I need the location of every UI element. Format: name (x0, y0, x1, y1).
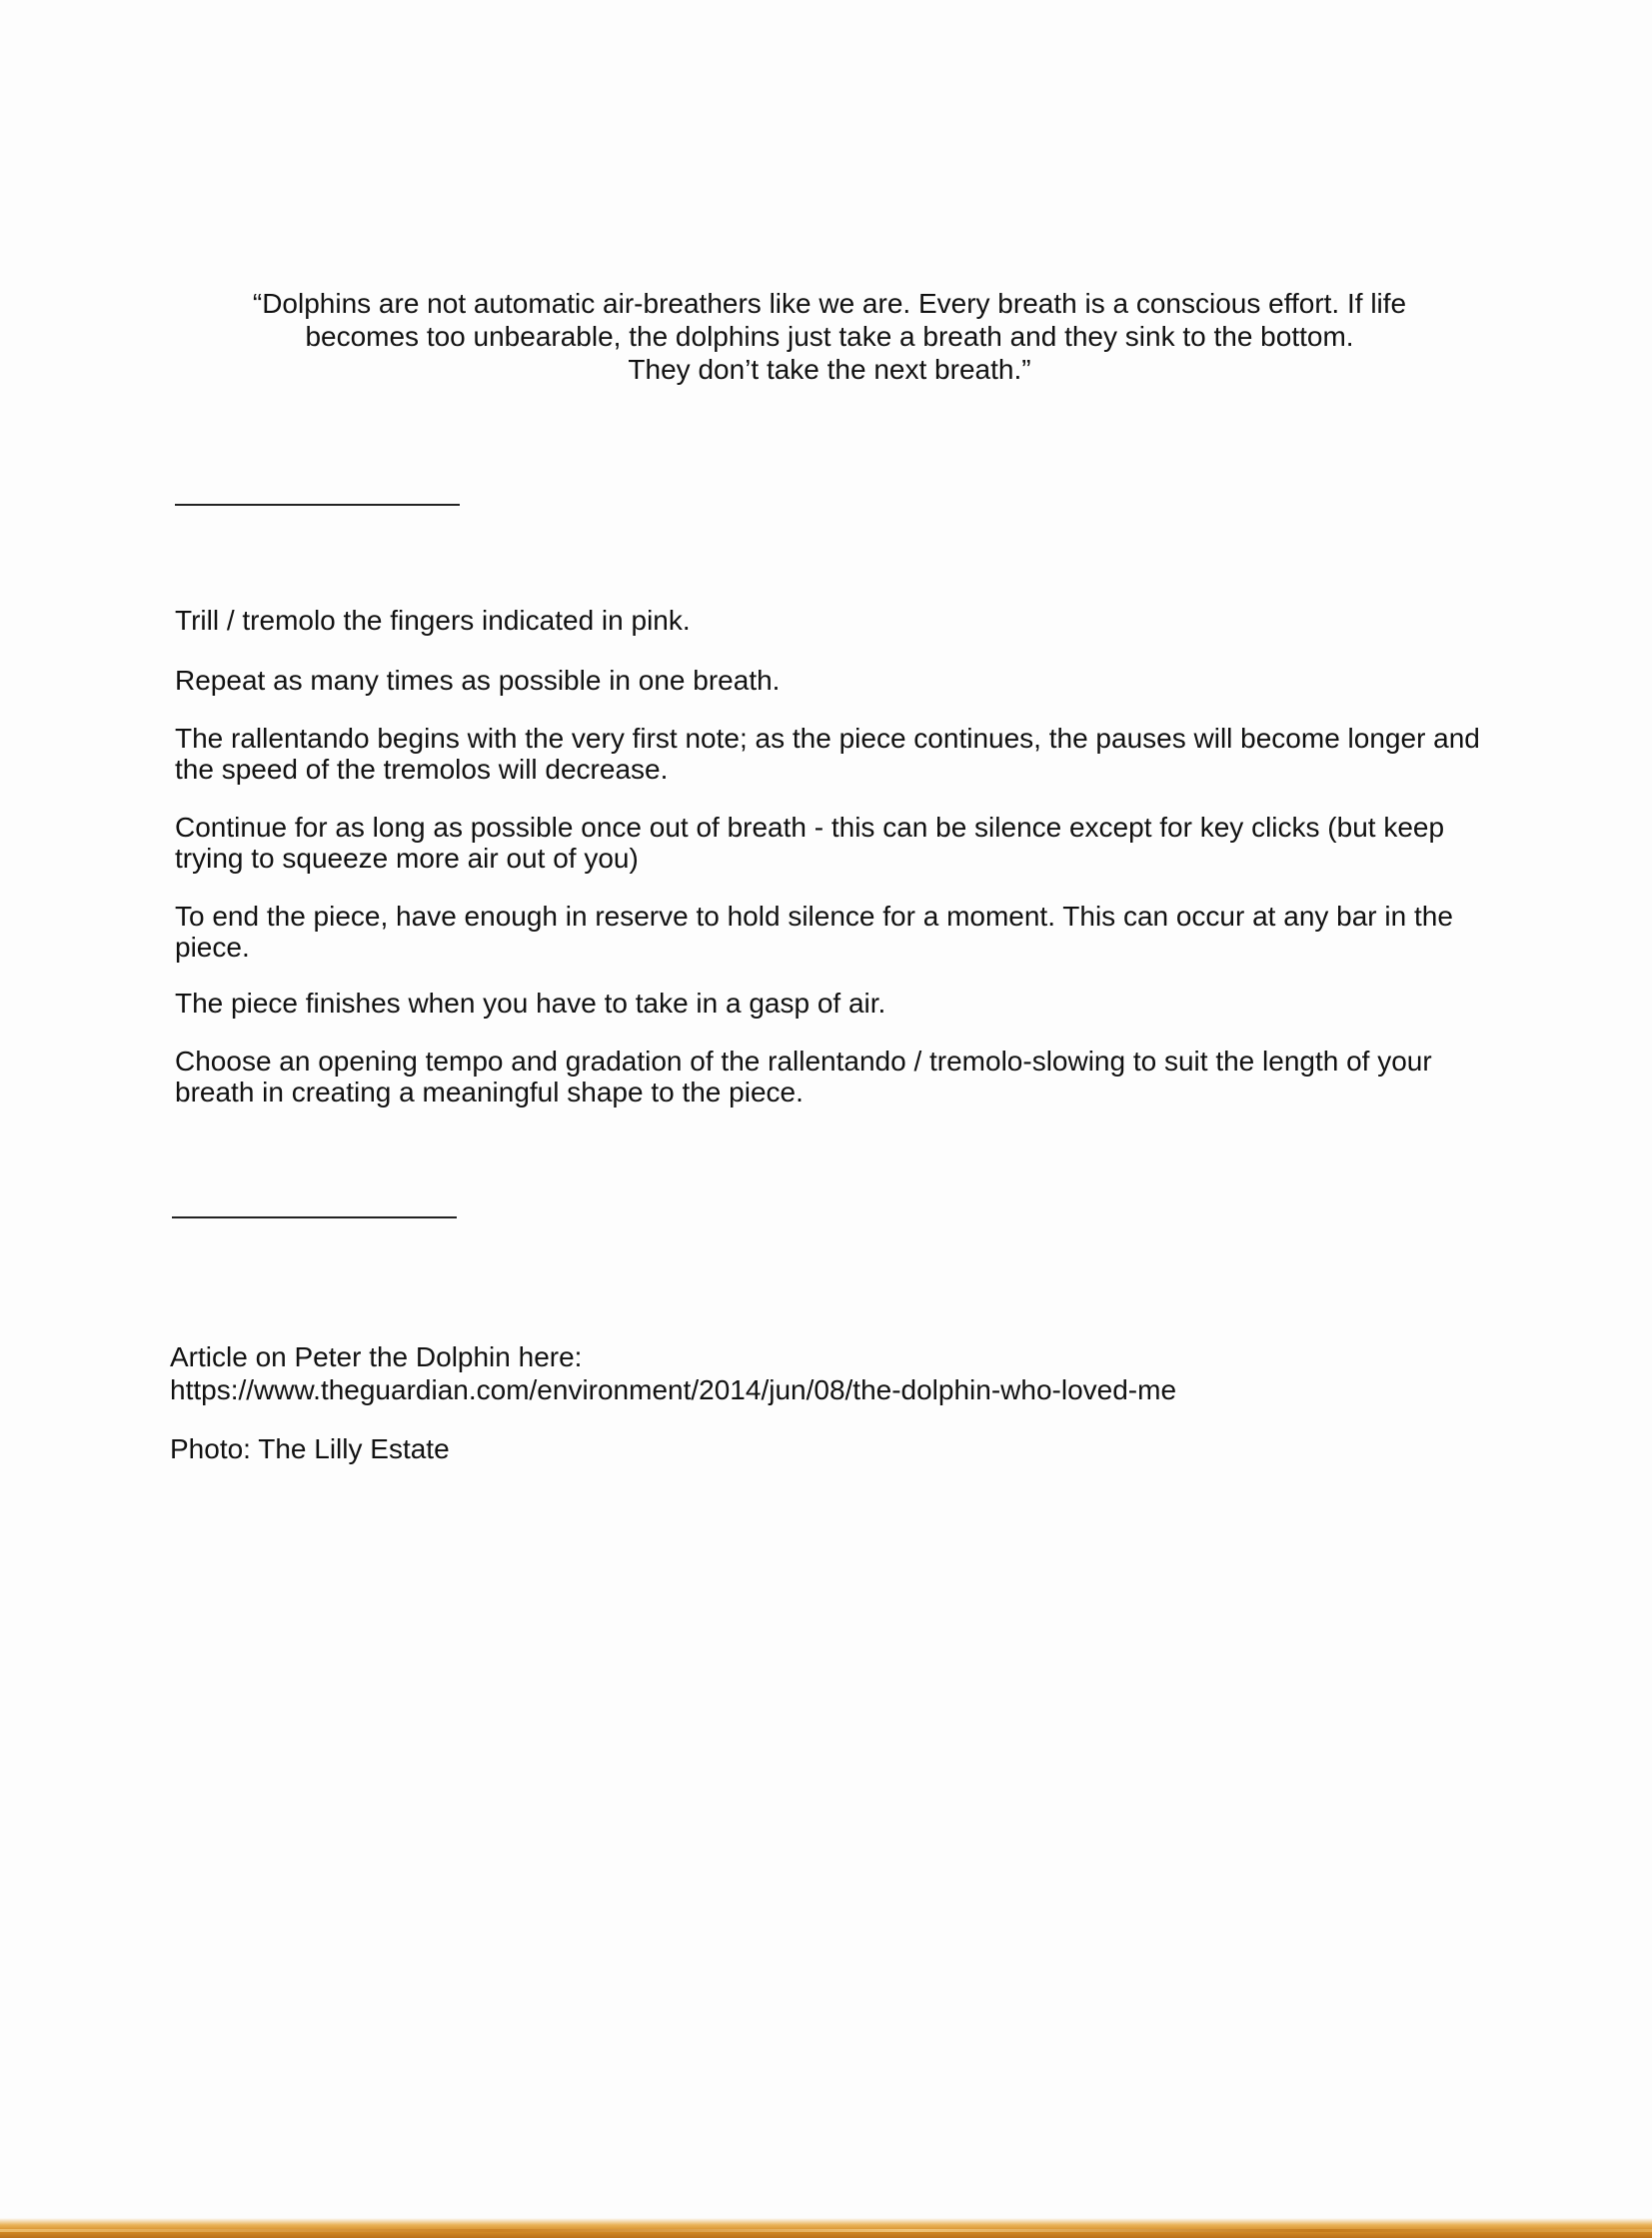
scan-table-edge (0, 2218, 1652, 2238)
scan-table-edge-grain (0, 2229, 1652, 2232)
instruction-repeat: Repeat as many times as possible in one breath. (175, 665, 781, 696)
article-label: Article on Peter the Dolphin here: (170, 1341, 583, 1372)
quote-line-2: becomes too unbearable, the dolphins just take a breath and they sink to the bottom. (305, 321, 1354, 352)
section-divider-top (175, 504, 460, 506)
instruction-trill: Trill / tremolo the fingers indicated in pink. (175, 605, 691, 636)
instruction-finish: The piece finishes when you have to take in a gasp of air. (175, 988, 886, 1019)
quote-line-1: “Dolphins are not automatic air-breathers like we are. Every breath is a conscious effort. If life (252, 288, 1407, 319)
instruction-continue: Continue for as long as possible once out of breath - this can be silence except for key clicks (but keep trying to squeeze more air out of you) (175, 812, 1445, 874)
instruction-rallentando: The rallentando begins with the very first note; as the piece continues, the pauses will become longer and the speed of the tremolos will decrease. (175, 723, 1480, 785)
credits (170, 1340, 1469, 1465)
article-url: https://www.theguardian.com/environment/2014/jun/08/the-dolphin-who-loved-me (170, 1374, 1177, 1405)
instruction-tempo: Choose an opening tempo and gradation of the rallentando / tremolo-slowing to suit the length of your breath in creating a meaningful shape to the piece. (175, 1046, 1432, 1108)
quote-line-3: They don’t take the next breath.” (628, 354, 1031, 385)
instruction-end: To end the piece, have enough in reserve to hold silence for a moment. This can occur at any bar in the piece. (175, 901, 1453, 963)
section-divider-bottom (172, 1216, 457, 1218)
epigraph-quote (180, 287, 1479, 386)
photo-credit: Photo: The Lilly Estate (170, 1433, 450, 1464)
